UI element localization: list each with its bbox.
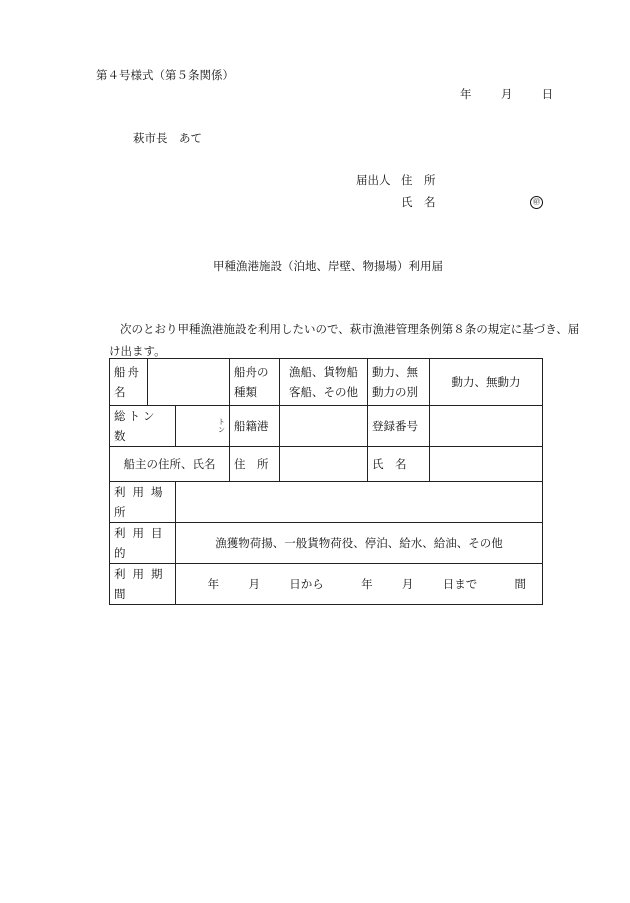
period-to-year: 年 <box>361 577 373 591</box>
place-label: 利用場所 <box>110 482 176 523</box>
propulsion-options[interactable]: 動力、無動力 <box>430 359 543 406</box>
date-month: 月 <box>500 87 513 101</box>
owner-label: 船主の住所、氏名 <box>110 447 230 482</box>
purpose-label: 利用目的 <box>110 523 176 564</box>
vessel-name-label: 船舟名 <box>110 359 148 406</box>
tonnage-value[interactable] <box>176 406 230 447</box>
period-from-year: 年 <box>207 577 220 591</box>
notifier-label: 届出人 <box>356 173 391 187</box>
seal-mark: ㊞ <box>530 196 543 209</box>
period-from-month: 月 <box>248 577 260 591</box>
table-row-period <box>110 564 543 605</box>
table-row-purpose <box>110 523 543 564</box>
table-row-vessel <box>110 359 543 406</box>
date-year: 年 <box>460 87 472 101</box>
notifier-address-label: 住 所 <box>401 173 436 187</box>
period-to-month: 月 <box>401 577 414 591</box>
period-days: 間 <box>514 577 527 591</box>
form-number: 第４号様式（第５条関係） <box>96 68 234 82</box>
document-title: 甲種漁港施設（泊地、岸壁、物揚場）利用届 <box>213 259 443 273</box>
date-day: 日 <box>541 87 554 101</box>
period-value[interactable] <box>176 564 543 605</box>
home-port-label: 船籍港 <box>230 406 280 447</box>
owner-name-value[interactable] <box>430 447 543 482</box>
addressee: 萩市長 あて <box>133 131 202 145</box>
registration-label: 登録番号 <box>368 406 430 447</box>
notifier-name-label: 氏 名 <box>401 195 436 209</box>
period-label: 利用期間 <box>110 564 176 605</box>
date-line <box>460 89 553 101</box>
place-value[interactable] <box>176 482 543 523</box>
tonnage-unit: トン <box>218 418 225 434</box>
home-port-value[interactable] <box>280 406 368 447</box>
body-text: 次のとおり甲種漁港施設を利用したいので、萩市漁港管理条例第８条の規定に基づき、届け出ます。 <box>109 322 580 358</box>
owner-address-label: 住 所 <box>230 447 280 482</box>
purpose-options[interactable]: 漁獲物荷揚、一般貨物荷役、停泊、給水、給油、その他 <box>176 523 543 564</box>
registration-value[interactable] <box>430 406 543 447</box>
owner-address-value[interactable] <box>280 447 368 482</box>
table-row-owner <box>110 447 543 482</box>
table-row-tonnage <box>110 406 543 447</box>
vessel-name-value[interactable] <box>148 359 230 406</box>
form-table <box>109 358 543 605</box>
vessel-type-options[interactable]: 漁船、貨物船客船、その他 <box>280 359 368 406</box>
owner-name-label: 氏 名 <box>368 447 430 482</box>
tonnage-label: 総トン数 <box>110 406 176 447</box>
period-to-day: 日まで <box>442 577 478 591</box>
vessel-type-label: 船舟の種類 <box>230 359 280 406</box>
propulsion-label: 動力、無動力の別 <box>368 359 430 406</box>
table-row-place <box>110 482 543 523</box>
period-from-day: 日から <box>289 577 324 591</box>
